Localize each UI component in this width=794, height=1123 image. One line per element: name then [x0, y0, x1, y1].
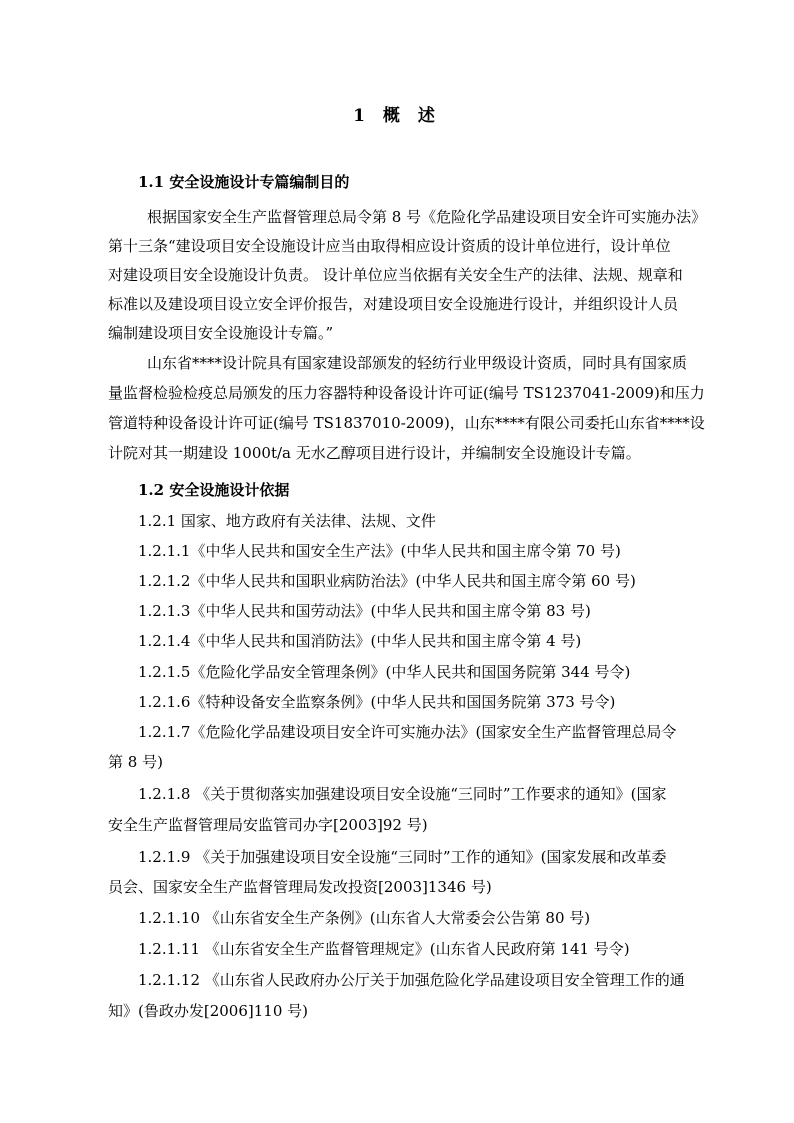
reference-item-continued: 安全生产监督管理局安监管司办字[2003]92 号)	[108, 816, 428, 834]
paragraph-line: 计院对其一期建设 1000t/a 无水乙醇项目进行设计，并编制安全设施设计专篇。	[108, 444, 641, 462]
section-heading-1-1: 1.1 安全设施设计专篇编制目的	[138, 173, 350, 191]
paragraph-line: 标准以及建设项目设立安全评价报告，对建设项目安全设施进行设计，并组织设计人员	[108, 295, 679, 313]
reference-item: 1.2.1.12 《山东省人民政府办公厅关于加强危险化学品建设项目安全管理工作的通	[138, 971, 685, 989]
reference-item-continued: 员会、国家安全生产监督管理局发改投资[2003]1346 号)	[108, 878, 492, 896]
chapter-title: 1 概 述	[353, 106, 441, 126]
reference-item: 1.2.1.9 《关于加强建设项目安全设施“三同时”工作的通知》(国家发展和改革委	[138, 848, 667, 866]
paragraph-line: 第十三条“建设项目安全设施设计应当由取得相应设计资质的设计单位进行，设计单位	[108, 237, 671, 255]
reference-item: 1.2.1.1《中华人民共和国安全生产法》(中华人民共和国主席令第 70 号)	[138, 542, 621, 560]
reference-item: 1.2.1.3《中华人民共和国劳动法》(中华人民共和国主席令第 83 号)	[138, 602, 591, 620]
paragraph-line: 量监督检验检疫总局颁发的压力容器特种设备设计许可证(编号 TS1237041-2009)和压力	[108, 384, 705, 402]
paragraph-line: 山东省****设计院具有国家建设部颁发的轻纺行业甲级设计资质，同时具有国家质	[147, 354, 688, 372]
reference-item-continued: 知》(鲁政办发[2006]110 号)	[108, 1002, 308, 1020]
section-heading-1-2: 1.2 安全设施设计依据	[138, 481, 290, 499]
paragraph-line: 根据国家安全生产监督管理总局令第 8 号《危险化学品建设项目安全许可实施办法》	[147, 208, 707, 226]
paragraph-line: 对建设项目安全设施设计负责。 设计单位应当依据有关安全生产的法律、法规、规章和	[108, 266, 683, 284]
reference-item: 1.2.1.11 《山东省安全生产监督管理规定》(山东省人民政府第 141 号令)	[138, 940, 630, 958]
reference-item: 1.2.1.8 《关于贯彻落实加强建设项目安全设施“三同时”工作要求的通知》(国家	[138, 785, 667, 803]
reference-item: 1.2.1.4《中华人民共和国消防法》(中华人民共和国主席令第 4 号)	[138, 632, 582, 650]
reference-item-continued: 第 8 号)	[108, 753, 163, 771]
paragraph-line: 管道特种设备设计许可证(编号 TS1837010-2009)，山东****有限公司委托山东省****设	[108, 414, 705, 432]
reference-item: 1.2.1.7《危险化学品建设项目安全许可实施办法》(国家安全生产监督管理总局令	[138, 723, 677, 741]
reference-item: 1.2.1.6《特种设备安全监察条例》(中华人民共和国国务院第 373 号令)	[138, 693, 616, 711]
subsection-heading-1-2-1: 1.2.1 国家、地方政府有关法律、法规、文件	[138, 512, 436, 530]
paragraph-line: 编制建设项目安全设施设计专篇。”	[108, 324, 334, 342]
reference-item: 1.2.1.10 《山东省安全生产条例》(山东省人大常委会公告第 80 号)	[138, 909, 591, 927]
reference-item: 1.2.1.5《危险化学品安全管理条例》(中华人民共和国国务院第 344 号令)	[138, 663, 631, 681]
reference-item: 1.2.1.2《中华人民共和国职业病防治法》(中华人民共和国主席令第 60 号)	[138, 572, 636, 590]
